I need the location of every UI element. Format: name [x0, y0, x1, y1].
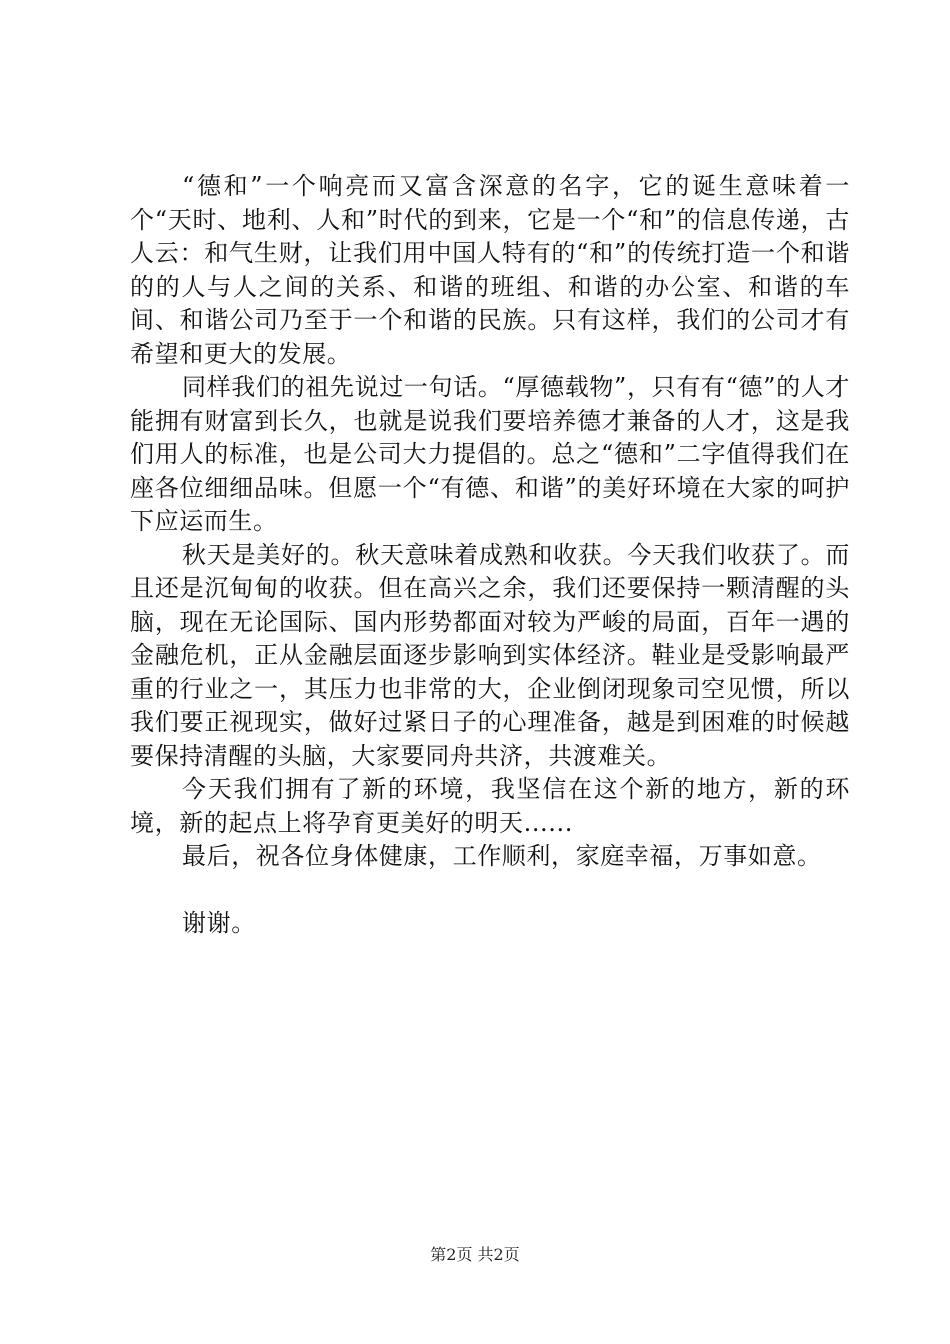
paragraph-autumn-harvest: 秋天是美好的。秋天意味着成熟和收获。今天我们收获了。而且还是沉甸甸的收获。但在高兴之余，我们还要保持一颗清醒的头脑，现在无论国际、国内形势都面对较为严峻的局面，百年一遇的金融危机，正从金融层面逐步影响到实体经济。鞋业是受影响最严重的行业之一，其压力也非常的大，企业倒闭现象司空见惯，所以我们要正视现实，做好过紧日子的心理准备，越是到困难的时候越要保持清醒的头脑，大家要同舟共济，共渡难关。: [130, 540, 850, 770]
closing-thanks: 谢谢。: [182, 908, 256, 937]
document-body: [130, 170, 850, 940]
paragraph-dehe-name: “德和”一个响亮而又富含深意的名字，它的诞生意味着一个“天时、地利、人和”时代的到来，它是一个“和”的信息传递，古人云：和气生财，让我们用中国人特有的“和”的传统打造一个和谐的的人与人之间的关系、和谐的班组、和谐的办公室、和谐的车间、和谐公司乃至于一个和谐的民族。只有这样，我们的公司才有希望和更大的发展。: [130, 172, 850, 368]
paragraph-new-environment: 今天我们拥有了新的环境，我坚信在这个新的地方，新的环境，新的起点上将孕育更美好的明天......: [130, 775, 850, 837]
page-footer: 第2页 共2页: [430, 1245, 520, 1264]
paragraph-best-wishes: 最后，祝各位身体健康，工作顺利，家庭幸福，万事如意。: [182, 842, 822, 870]
paragraph-houde-zaiwu: 同样我们的祖先说过一句话。“厚德载物”，只有有“德”的人才能拥有财富到长久，也就是说我们要培养德才兼备的人才，这是我们用人的标准，也是公司大力提倡的。总之“德和”二字值得我们在座各位细细品味。但愿一个“有德、和谐”的美好环境在大家的呵护下应运而生。: [130, 373, 850, 535]
